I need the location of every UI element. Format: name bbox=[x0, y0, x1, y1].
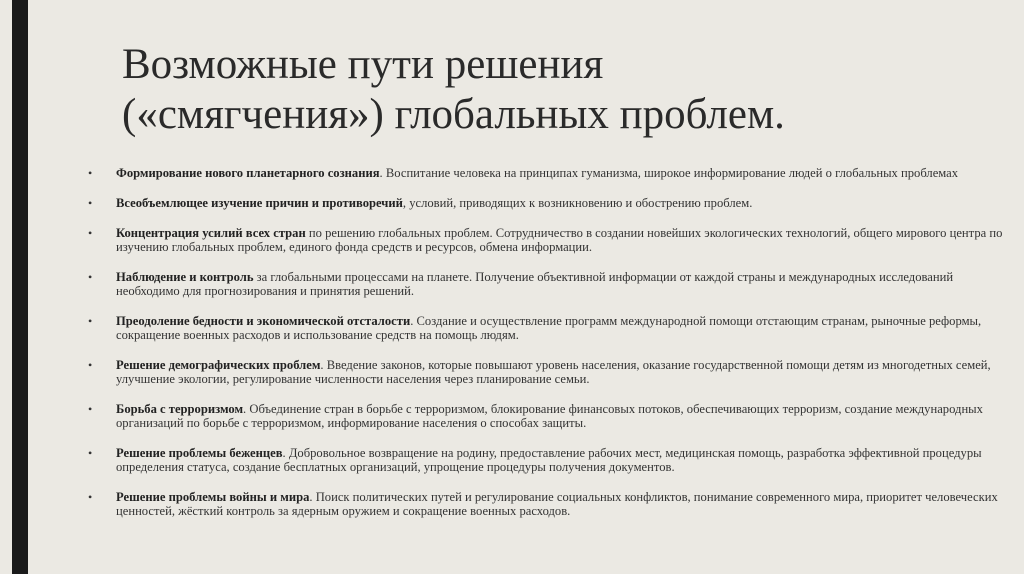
item-text: . Создание и осуществление программ международной помощи отстающим странам, рыночные реформы, сокращение военных расходов и использование средств на помощь людям. bbox=[116, 314, 982, 342]
item-text: по решению глобальных проблем. Сотрудничество в создании новейших экологических технологий, общего мирового центра по изучению глобальных проблем, единого фонда средств и ресурсов, обмена информации. bbox=[116, 226, 1003, 254]
bullet-icon: • bbox=[88, 166, 93, 180]
bullet-list bbox=[88, 166, 1006, 534]
item-heading: Решение проблемы беженцев bbox=[116, 446, 283, 460]
item-heading: Борьба с терроризмом bbox=[116, 402, 244, 416]
item-heading: Концентрация усилий всех стран bbox=[116, 226, 306, 240]
list-item bbox=[88, 490, 1006, 518]
item-text: . Введение законов, которые повышают уровень населения, оказание государственной помощи детям из многодетных семей, улучшение экологии, регулирование численности населения через планирование семьи. bbox=[116, 358, 991, 386]
bullet-icon: • bbox=[88, 446, 93, 460]
item-text: . Объединение стран в борьбе с терроризмом, блокирование финансовых потоков, обеспечивающих терроризм, создание международных организаций по борьбе с терроризмом, информирование населения о способах защиты. bbox=[116, 402, 983, 430]
item-heading: Наблюдение и контроль bbox=[116, 270, 254, 284]
item-text: . Поиск политических путей и регулирование социальных конфликтов, понимание современного мира, приоритет человеческих ценностей, жёсткий контроль за ядерным оружием и сокращение военных расходов. bbox=[116, 490, 998, 518]
item-text: . Добровольное возвращение на родину, предоставление рабочих мест, медицинская помощь, разработка эффективной процедуры определения статуса, создание бесплатных организаций, упрощение процедуры получения документов. bbox=[116, 446, 982, 474]
list-item bbox=[88, 402, 1006, 430]
bullet-icon: • bbox=[88, 402, 93, 416]
list-item bbox=[88, 226, 1006, 254]
item-heading: Формирование нового планетарного сознания bbox=[116, 166, 380, 180]
item-heading: Решение демографических проблем bbox=[116, 358, 321, 372]
slide-title-line-2: («смягчения») глобальных проблем. bbox=[122, 91, 785, 138]
bullet-icon: • bbox=[88, 358, 93, 372]
accent-bar bbox=[12, 0, 28, 574]
bullet-icon: • bbox=[88, 226, 93, 240]
bullet-icon: • bbox=[88, 196, 93, 210]
item-heading: Преодоление бедности и экономической отсталости bbox=[116, 314, 411, 328]
bullet-icon: • bbox=[88, 270, 93, 284]
item-heading: Решение проблемы войны и мира bbox=[116, 490, 310, 504]
slide-title-line-1: Возможные пути решения bbox=[122, 41, 604, 88]
list-item bbox=[88, 270, 1006, 298]
list-item bbox=[88, 196, 1006, 210]
list-item bbox=[88, 358, 1006, 386]
slide-title bbox=[122, 40, 982, 140]
list-item bbox=[88, 314, 1006, 342]
item-heading: Всеобъемлющее изучение причин и противоречий bbox=[116, 196, 403, 210]
list-item bbox=[88, 446, 1006, 474]
bullet-icon: • bbox=[88, 314, 93, 328]
bullet-icon: • bbox=[88, 490, 93, 504]
list-item bbox=[88, 166, 1006, 180]
item-text: . Воспитание человека на принципах гуманизма, широкое информирование людей о глобальных проблемах bbox=[379, 166, 959, 180]
item-text: за глобальными процессами на планете. Получение объективной информации от каждой страны и международных исследований необходимо для прогнозирования и принятия решений. bbox=[116, 270, 954, 298]
item-text: , условий, приводящих к возникновению и обострению проблем. bbox=[402, 196, 753, 210]
